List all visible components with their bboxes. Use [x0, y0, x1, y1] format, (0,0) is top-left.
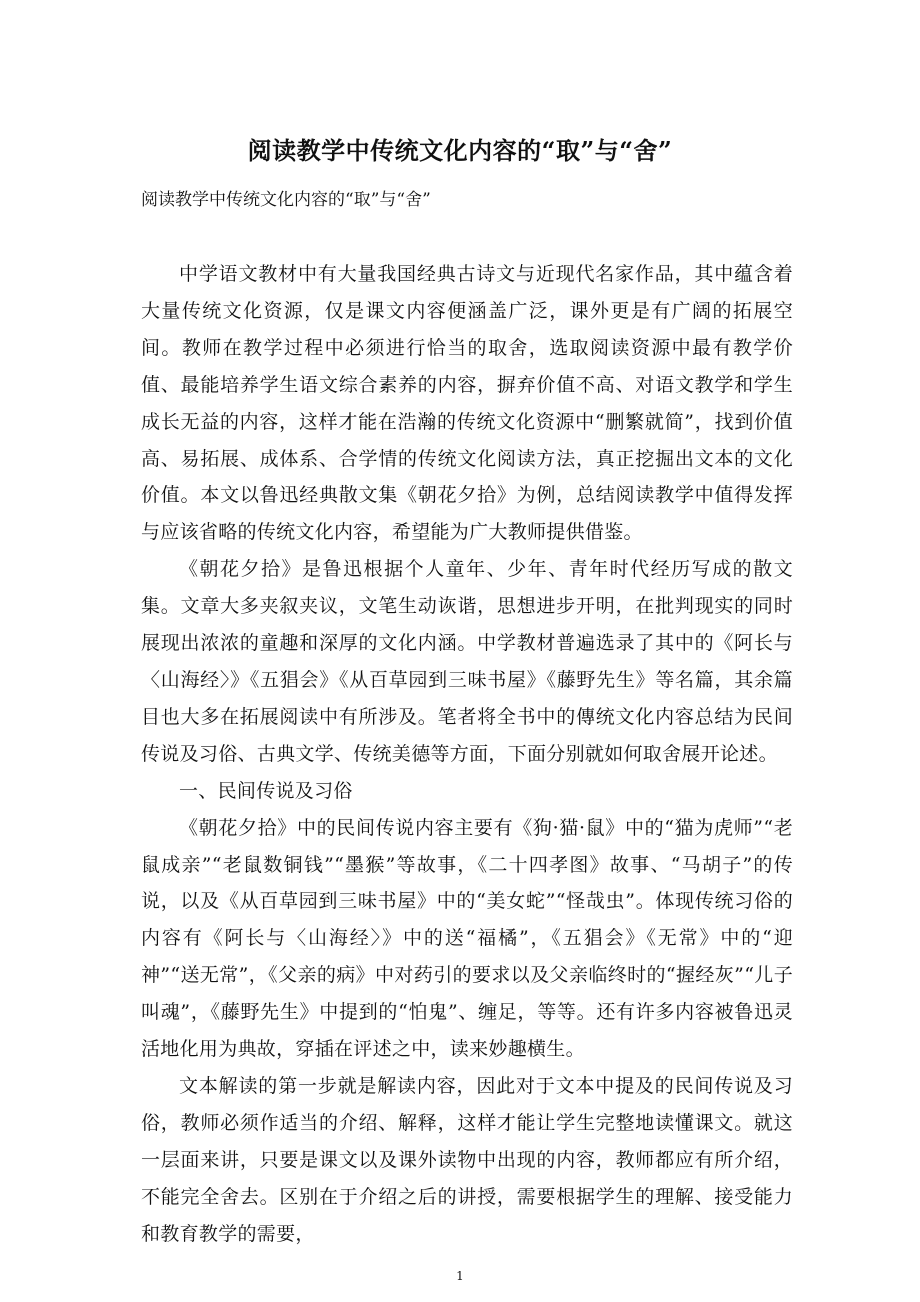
paragraph-intro: 中学语文教材中有大量我国经典古诗文与近现代名家作品，其中蕴含着大量传统文化资源，仅是课文内容便涵盖广泛，课外更是有广阔的拓展空间。教师在教学过程中必须进行恰当的取舍，选取阅读资源中最有教学价值、最能培养学生语文综合素养的内容，摒弃价值不高、对语文教学和学生成长无益的内容，这样才能在浩瀚的传统文化资源中“删繁就简”，找到价值高、易拓展、成体系、合学情的传统文化阅读方法，真正挖掘出文本的文化价值。本文以鲁迅经典散文集《朝花夕拾》为例，总结阅读教学中值得发挥与应该省略的传统文化内容，希望能为广大教师提供借鉴。	[141, 263, 793, 544]
document-subtitle: 阅读教学中传统文化内容的“取”与“舍”	[141, 190, 431, 210]
page-number: 1	[456, 1269, 464, 1283]
section-heading-folk-legends: 一、民间传说及习俗	[179, 779, 353, 802]
document-body	[141, 256, 793, 1252]
paragraph-text-interpretation: 文本解读的第一步就是解读内容，因此对于文本中提及的民间传说及习俗，教师必须作适当的介绍、解释，这样才能让学生完整地读懂课文。就这一层面来讲，只要是课文以及课外读物中出现的内容，教师都应有所介绍，不能完全舍去。区别在于介绍之后的讲授，需要根据学生的理解、接受能力和教育教学的需要，	[141, 1074, 793, 1245]
paragraph-folk-legends: 《朝花夕拾》中的民间传说内容主要有《狗·猫·鼠》中的“猫为虎师”“老鼠成亲”“老鼠数铜钱”“墨猴”等故事，《二十四孝图》故事、“马胡子”的传说，以及《从百草园到三味书屋》中的“美女蛇”“怪哉虫”。体现传统习俗的内容有《阿长与〈山海经〉》中的送“福橘”，《五猖会》《无常》中的“迎神”“送无常”，《父亲的病》中对药引的要求以及父亲临终时的“握经灰”“儿子叫魂”，《藤野先生》中提到的“怕鬼”、缠足，等等。还有许多内容被鲁迅灵活地化用为典故，穿插在评述之中，读来妙趣横生。	[141, 816, 793, 1061]
document-title: 阅读教学中传统文化内容的“取”与“舍”	[247, 136, 673, 165]
paragraph-background: 《朝花夕拾》是鲁迅根据个人童年、少年、青年时代经历写成的散文集。文章大多夹叙夹议，文笔生动诙谐，思想进步开明，在批判现实的同时展现出浓浓的童趣和深厚的文化内涵。中学教材普遍选录了其中的《阿长与〈山海经〉》《五猖会》《从百草园到三味书屋》《藤野先生》等名篇，其余篇目也大多在拓展阅读中有所涉及。笔者将全书中的傳统文化内容总结为民间传说及习俗、古典文学、传统美德等方面，下面分别就如何取舍展开论述。	[141, 558, 793, 765]
